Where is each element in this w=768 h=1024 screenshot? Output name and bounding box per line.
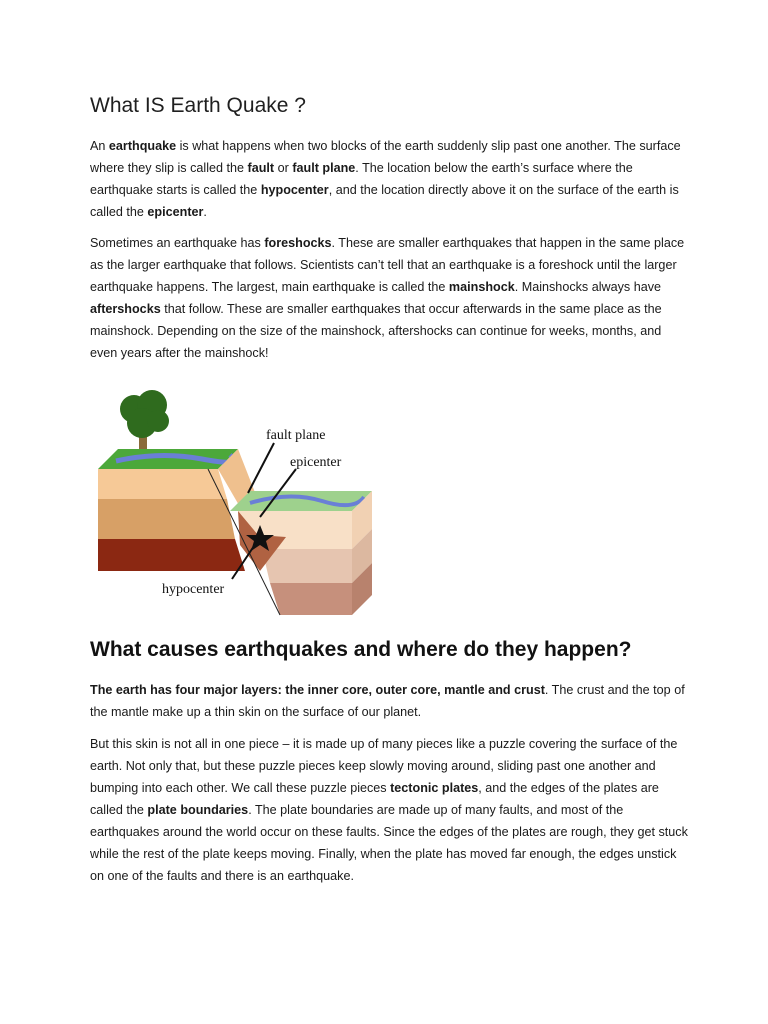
text-run: .	[203, 205, 207, 219]
text-run: , and the edges of the plates are called the	[90, 781, 659, 817]
text-run: . Mainshocks always have	[514, 280, 662, 294]
term-fault: fault	[247, 161, 275, 175]
paragraph-shocks	[90, 232, 690, 364]
label-hypocenter: hypocenter	[162, 582, 225, 597]
fault-diagram	[90, 385, 380, 617]
text-run: . The crust and the top of the mantle make up a thin skin on the surface of our planet.	[90, 683, 685, 719]
term-mainshock: mainshock	[448, 280, 515, 294]
term-earthquake: earthquake	[108, 139, 177, 153]
paragraph-plates	[90, 733, 690, 887]
paragraph-definition	[90, 135, 690, 223]
fault-plane-pointer	[248, 443, 274, 493]
term-epicenter: epicenter	[147, 205, 204, 219]
label-fault-plane: fault plane	[266, 428, 326, 443]
right-crust-block	[230, 491, 372, 615]
term-plate-boundaries: plate boundaries	[147, 803, 249, 817]
term-hypocenter: hypocenter	[260, 183, 329, 197]
text-run: is what happens when two blocks of the earth suddenly slip past one another. The surface where they slip is called the	[90, 139, 681, 175]
term-foreshocks: foreshocks	[264, 236, 332, 250]
text-run: . These are smaller earthquakes that happen in the same place as the larger earthquake that follows. Scientists can’t tell that an earthquake is a foreshock until the larger earthquake happens. The largest, main earthquake is called the	[90, 236, 685, 294]
term-fault-plane: fault plane	[292, 161, 356, 175]
text-run: that follow. These are smaller earthquakes that occur afterwards in the same place as the mainshock. Depending on the size of the mainshock, aftershocks can continue for weeks, months, and even years after the mainshock!	[90, 302, 662, 360]
term-tectonic-plates: tectonic plates	[390, 781, 479, 795]
term-four-layers: The earth has four major layers: the inner core, outer core, mantle and crust	[90, 683, 545, 697]
text-run: . The plate boundaries are made up of many faults, and most of the earthquakes around the world occur on these faults. Since the edges of the plates are rough, they get stuck while the rest of the plate keeps moving. Finally, when the plate has moved far enough, the edges unstick on one of the faults and there is an earthquake.	[90, 803, 688, 883]
term-aftershocks: aftershocks	[90, 302, 161, 316]
text-run: or	[274, 161, 293, 175]
text-run: , and the location directly above it on the surface of the earth is called the	[90, 183, 679, 219]
text-run: Sometimes an earthquake has	[90, 236, 265, 250]
text-run: An	[90, 139, 109, 153]
label-epicenter: epicenter	[290, 455, 342, 470]
heading-what-is-earthquake: What IS Earth Quake ?	[90, 94, 306, 117]
paragraph-layers	[90, 679, 690, 723]
text-run: . The location below the earth’s surface where the earthquake starts is called the	[90, 161, 633, 197]
heading-causes: What causes earthquakes and where do they happen?	[90, 638, 632, 661]
text-run: But this skin is not all in one piece – it is made up of many pieces like a puzzle covering the surface of the earth. Not only that, but these puzzle pieces keep slowly moving around, sliding past one another and bumping into each other. We call these puzzle pieces	[90, 737, 678, 795]
tree-canopy	[120, 390, 169, 438]
